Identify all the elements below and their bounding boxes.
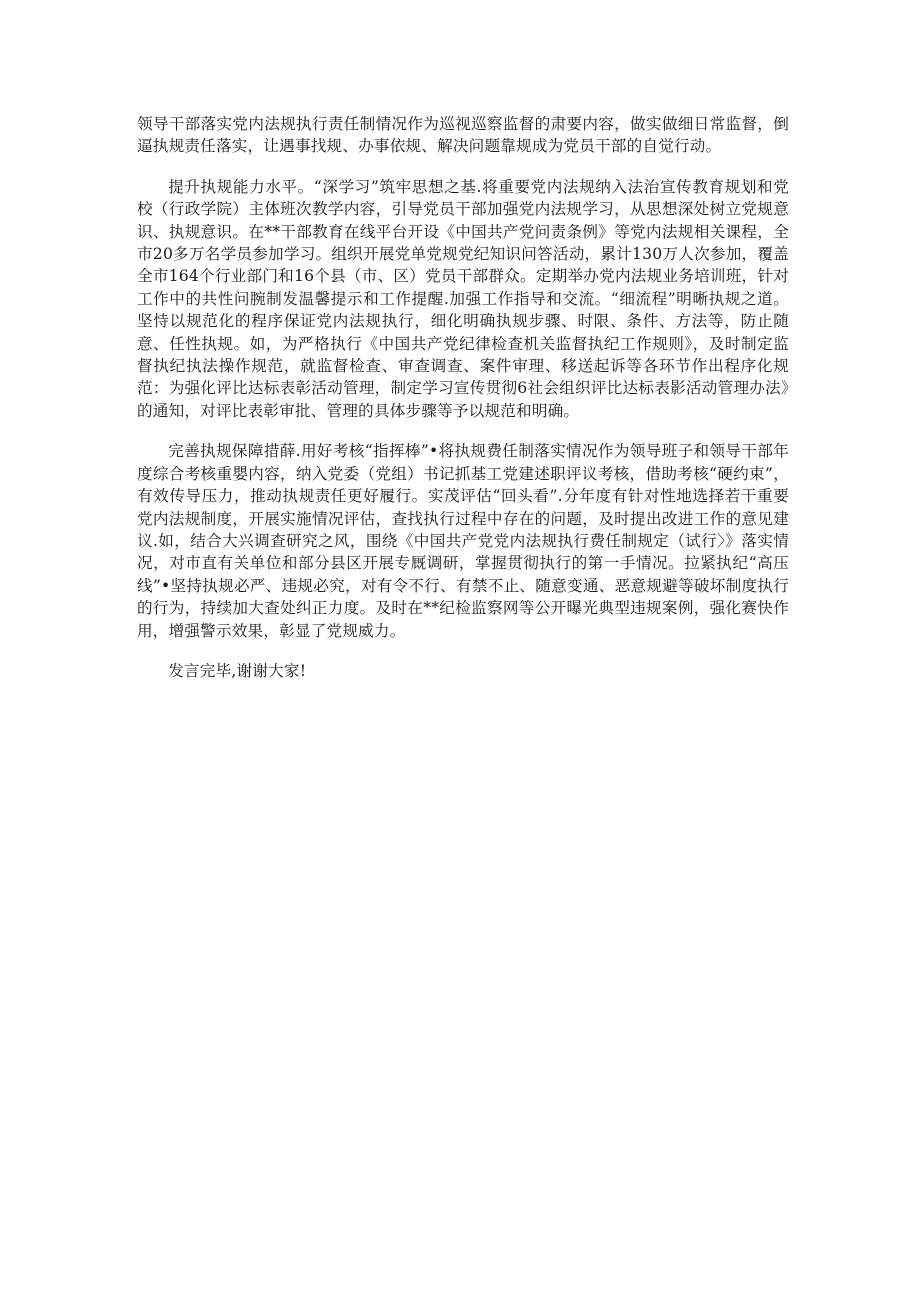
paragraph-1: 领导干部落实党内法规执行责任制情况作为巡视巡察监督的肃要内容，做实做细日常监督，倒逼执规责任落实，让遇事找规、办事依规、解决问题靠规成为党员干部的自觉行动。 <box>137 115 789 156</box>
document-page <box>137 113 789 700</box>
paragraph-closing: 发言完毕,谢谢大家! <box>168 661 307 680</box>
paragraph-2: 提升执规能力水平。“深学习”筑牢思想之基.将重要党内法规纳入法治宣传教育规划和党校（行政学院）主体班次教学内容，引导党员干部加强党内法规学习，从思想深处树立党规意识、执规意识。在**干部教育在线平台开设《中国共产党问责条例》等党内法规相关课程，全市20多万名学员参加学习。组织开展党单党规党纪知识问答活动，累计130万人次参加，覆盖全市164个行业部门和16个县（市、区）党员干部群众。定期举办党内法规业务培训班，针对工作中的共性问腕制发温馨提示和工作提醒.加强工作指导和交流。“细流程”明晰执规之道。坚恃以规范化的程序保证党内法规执行，细化明确执规步骤、时限、条件、方法等，防止随意、任性执规。如，为严格执行《中国共产党纪律检查机关监督执纪工作规则》，及时制定监督执纪执法操作规范，就监督检查、审查调查、案件审理、移送起诉等各环节作出程序化规范：为强化评比达标表彰活动管理，制定学习宣传贯彻6社会组织评比达标表影活动管理办法》的通知，对评比表彰审批、管理的具体步骤等予以规范和明确。 <box>137 177 789 420</box>
paragraph-3: 完善执规保障措薛.用好考核“指挥棒”•将执规费任制落实情况作为领导班子和领导干部年度综合考核重嬰内容，纳入党委（党组）书记抓基工党建述职评议考核，借助考核“硬约束”，有效传导压力，推动执规责任更好履行。实茂评估“回头看”.分年度有针对性地选择若干重要党内法规制度，开展实施情况评估，查找执行过程中存在的问题，及时提出改进工作的意见建议.如，结合大兴调查研究之风，围绕《中国共产党党内法规执行费任制规定（试行〉》落实情况，对市直有关单位和部分县区开展专厩调研，掌握贯彻执行的第一手情况。拉紧执纪“高压线”•坚持执规必严、违规必究，对有令不行、有禁不止、随意变通、恶意规避等破坏制度执行的行为，持续加大查处纠正力度。及时在**纪检监察网等公开曝光典型违规案例，强化赛快作用，增强警示效果，彰显了党规威力。 <box>137 442 789 640</box>
